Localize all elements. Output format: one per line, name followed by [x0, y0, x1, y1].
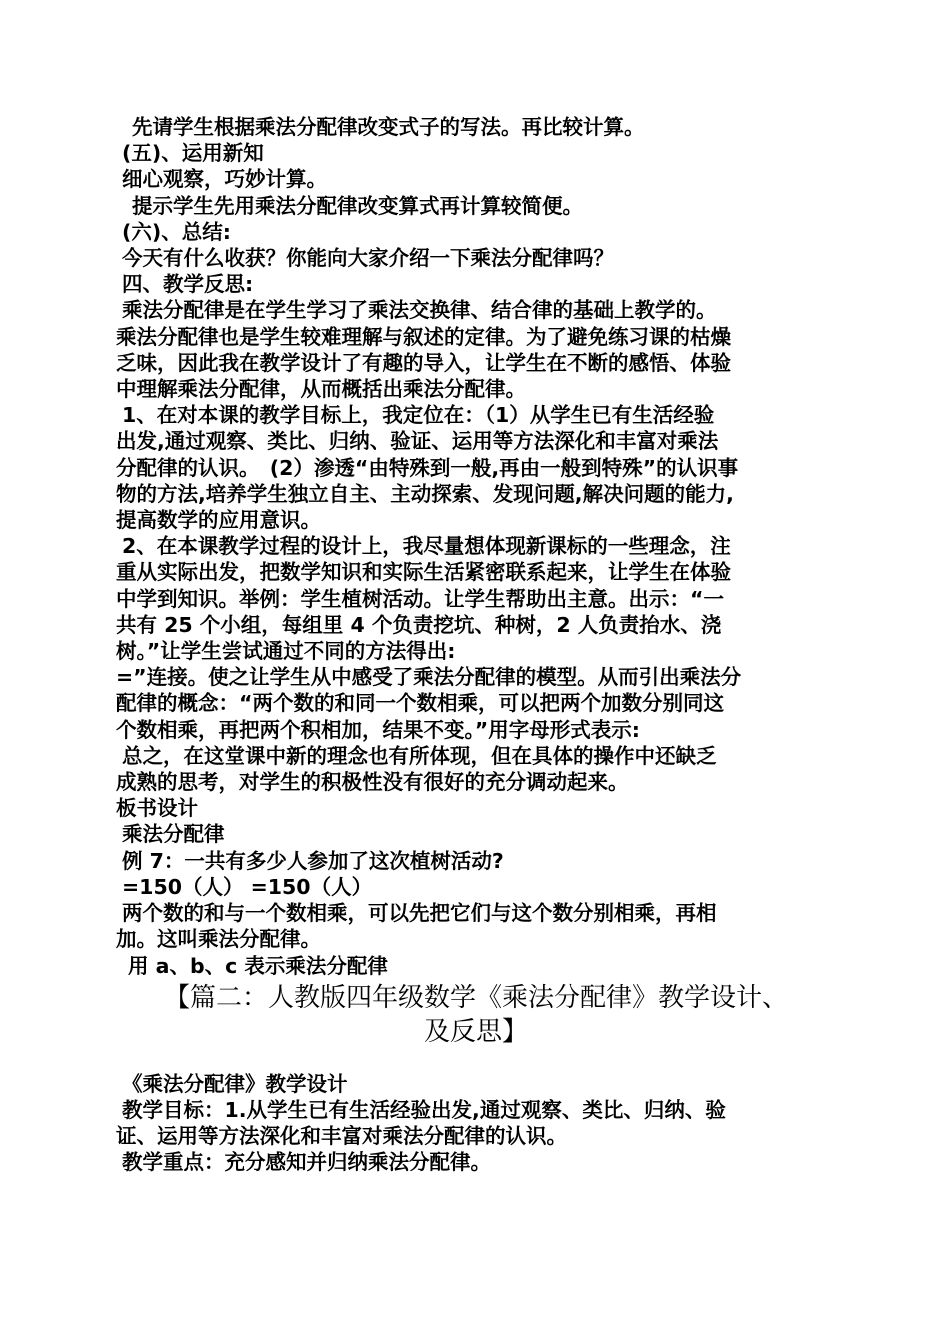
text-line: 乘法分配律: [122, 822, 225, 847]
text-line: 重从实际出发，把数学知识和实际生活紧密联系起来，让学生在体验: [116, 560, 731, 585]
text-line: 分配律的认识。 (2）渗透“由特殊到一般,再由一般到特殊”的认识事: [116, 455, 739, 480]
section-title: (六)、总结:: [122, 219, 231, 244]
text-line: 个数相乘，再把两个积相加，结果不变。”用字母形式表示:: [116, 717, 640, 742]
section-heading-line-2: 及反思】: [423, 1016, 528, 1047]
text-line: 中学到知识。举例：学生植树活动。让学生帮助出主意。出示：“一: [116, 586, 724, 611]
section-title: (五)、运用新知: [122, 141, 264, 166]
text-line: 配律的概念：“两个数的和同一个数相乘，可以把两个加数分别同这: [116, 691, 724, 716]
text-line: =150（人） =150（人）: [122, 874, 373, 899]
text-line: 2、在本课教学过程的设计上，我尽量想体现新课标的一些理念，注: [122, 534, 731, 559]
text-line: 物的方法,培养学生独立自主、主动探索、发现问题,解决问题的能力,: [116, 481, 734, 506]
text-line: 今天有什么收获？你能向大家介绍一下乘法分配律吗？: [122, 246, 614, 271]
text-line: =”连接。使之让学生从中感受了乘法分配律的模型。从而引出乘法分: [116, 665, 742, 690]
text-line: 总之，在这堂课中新的理念也有所体现，但在具体的操作中还缺乏: [122, 743, 717, 768]
text-line: 教学目标：1.从学生已有生活经验出发,通过观察、类比、归纳、验: [122, 1097, 726, 1122]
text-line: 树。”让学生尝试通过不同的方法得出:: [116, 639, 456, 664]
text-line: 教学重点：充分感知并归纳乘法分配律。: [122, 1150, 491, 1175]
text-line: 乘法分配律也是学生较难理解与叙述的定律。为了避免练习课的枯燥: [116, 324, 731, 349]
text-line: 证、运用等方法深化和丰富对乘法分配律的认识。: [116, 1124, 567, 1149]
text-line: 两个数的和与一个数相乘，可以先把它们与这个数分别相乘，再相: [122, 901, 717, 926]
text-line: 加。这叫乘法分配律。: [116, 927, 321, 952]
text-line: 1、在对本课的教学目标上，我定位在：（1）从学生已有生活经验: [122, 403, 715, 428]
text-line: 成熟的思考，对学生的积极性没有很好的充分调动起来。: [116, 770, 629, 795]
section-heading: [116, 981, 836, 1049]
text-line: 中理解乘法分配律，从而概括出乘法分配律。: [116, 377, 526, 402]
text-line: 出发,通过观察、类比、归纳、验证、运用等方法深化和丰富对乘法: [116, 429, 719, 454]
section-title: 四、教学反思:: [122, 272, 254, 297]
text-line: 乏味，因此我在教学设计了有趣的导入，让学生在不断的感悟、体验: [116, 350, 731, 375]
text-line: 共有 25 个小组，每组里 4 个负责挖坑、种树，2 人负责抬水、浇: [116, 612, 722, 637]
text-line: 用 a、b、c 表示乘法分配律: [128, 953, 388, 978]
section-title: 板书设计: [116, 796, 198, 821]
text-line: 提高数学的应用意识。: [116, 508, 321, 533]
section-heading-line-1: 【篇二：人教版四年级数学《乘法分配律》教学设计、: [163, 982, 788, 1013]
text-line: 提示学生先用乘法分配律改变算式再计算较简便。: [132, 193, 583, 218]
text-line: 乘法分配律是在学生学习了乘法交换律、结合律的基础上教学的。: [122, 298, 717, 323]
text-line: 细心观察，巧妙计算。: [122, 167, 327, 192]
spacer: [116, 1049, 836, 1071]
subsection-title: 《乘法分配律》教学设计: [122, 1071, 348, 1096]
document-page: [116, 114, 836, 1176]
text-line: 例 7：一共有多少人参加了这次植树活动?: [122, 848, 504, 873]
text-line: 先请学生根据乘法分配律改变式子的写法。再比较计算。: [132, 115, 645, 139]
